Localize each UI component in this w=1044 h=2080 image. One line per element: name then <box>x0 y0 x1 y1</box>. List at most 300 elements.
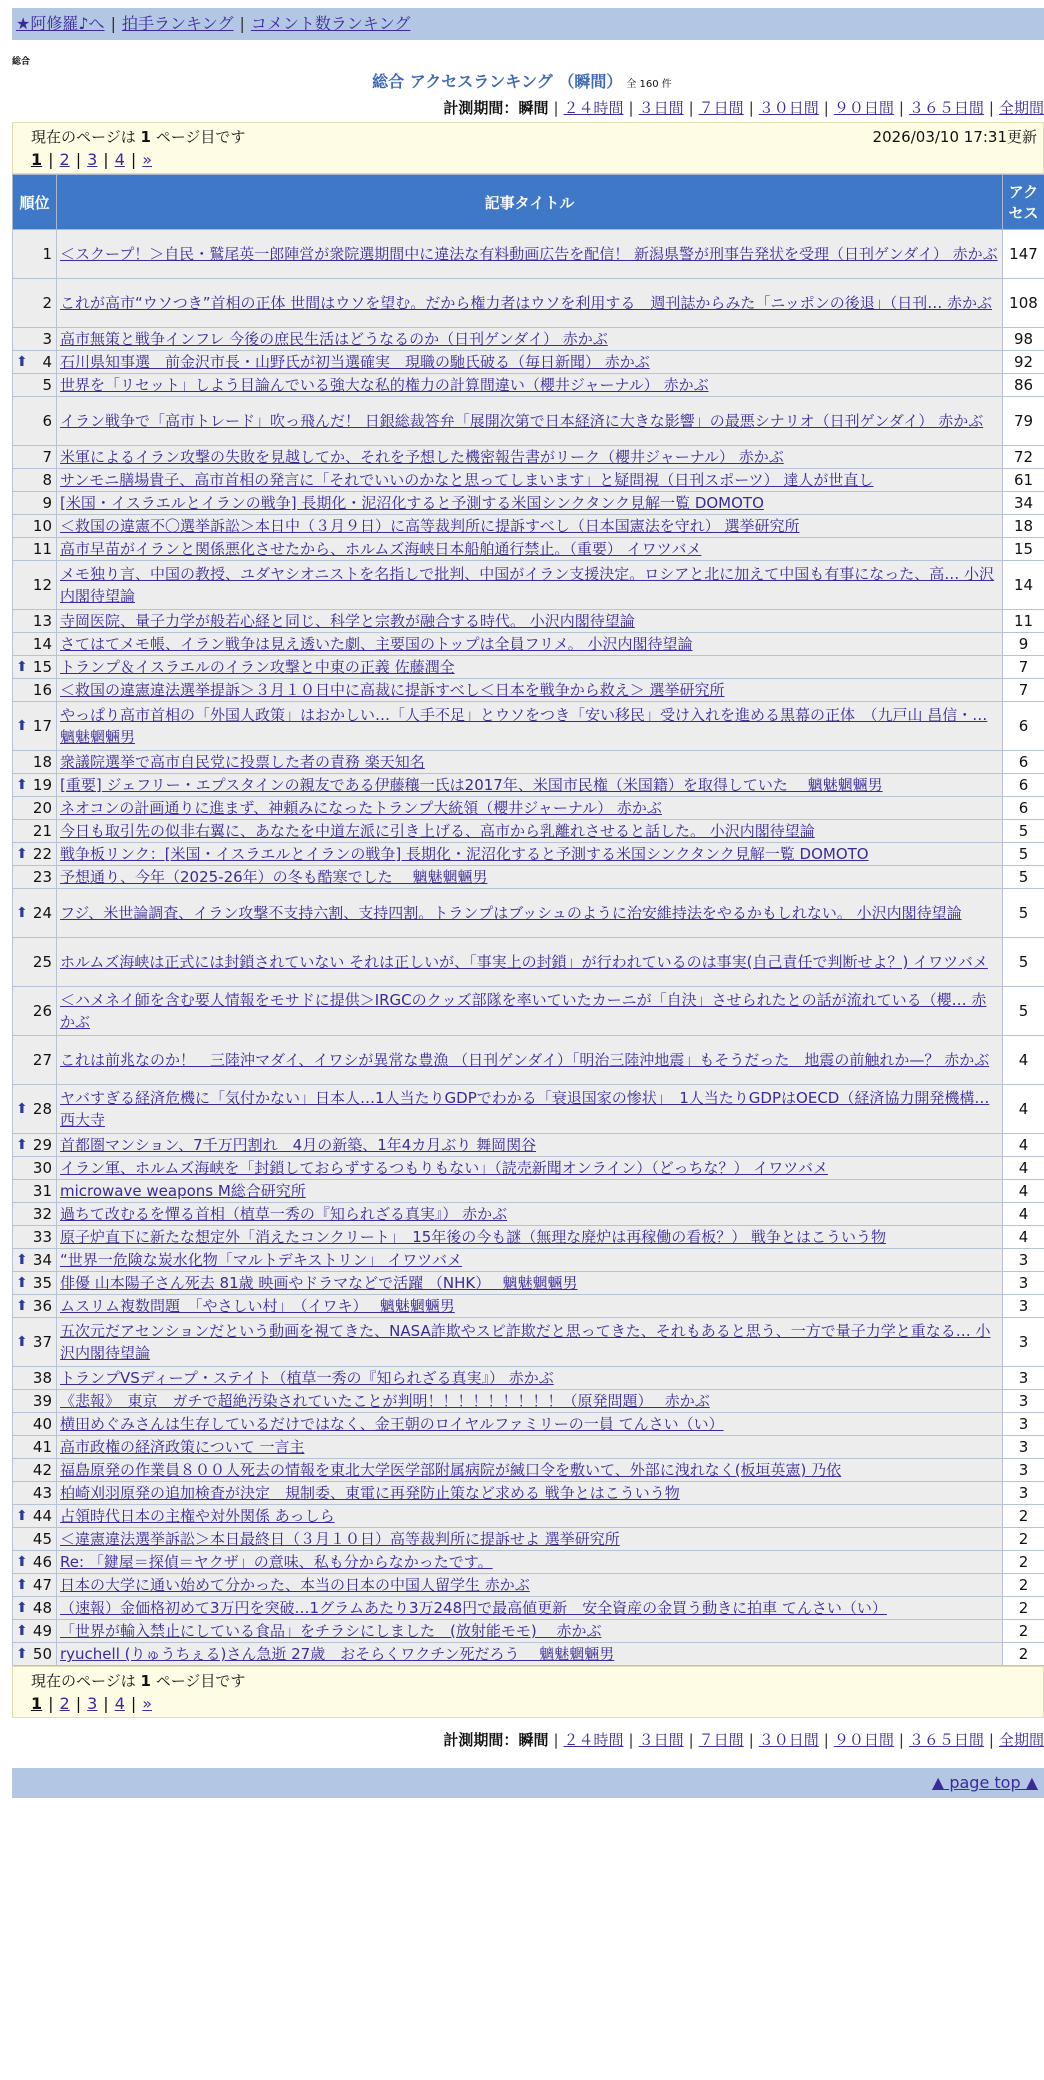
access-count: 92 <box>1003 351 1044 374</box>
ranking-row <box>13 633 1044 656</box>
applause-ranking-link[interactable]: 拍手ランキング <box>121 14 234 33</box>
article-link[interactable]: 衆議院選挙で高市自民党に投票した者の責務 楽天知名 <box>60 753 425 771</box>
title-cell <box>57 938 1003 987</box>
article-link[interactable]: メモ独り言、中国の教授、ユダヤシオニストを名指しで批判、中国がイラン支援決定。ロシアと北に加えて中国も有事になった、高… 小沢内閣待望論 <box>60 565 995 605</box>
footer-bar <box>12 1768 1044 1798</box>
period-separator: | <box>988 99 994 117</box>
access-count: 11 <box>1003 610 1044 633</box>
page-status-current: 1 <box>140 128 151 146</box>
period-link[interactable]: ７日間 <box>698 99 744 117</box>
title-cell <box>57 1597 1003 1620</box>
rank-number: 31 <box>32 1182 52 1200</box>
article-link[interactable]: ryuchell (りゅうちぇる)さん急逝 27歳 おそらくワクチン死だろう 魑魅魍魎男 <box>60 1645 615 1663</box>
period-selector-bottom <box>12 1726 1044 1754</box>
rank-cell <box>13 843 57 866</box>
title-cell <box>57 1157 1003 1180</box>
ranking-row <box>13 656 1044 679</box>
ranking-row <box>13 774 1044 797</box>
up-arrow-icon: ⬆ <box>16 1298 28 1314</box>
rank-number: 37 <box>32 1333 52 1351</box>
article-link[interactable]: ホルムズ海峡は正式には封鎖されていない それは正しいが、「事実上の封鎖」が行われているのは事実(自己責任で判断せよ？) イワツバメ <box>60 953 988 971</box>
rank-number: 3 <box>42 330 52 348</box>
rank-cell <box>13 561 57 610</box>
title-cell <box>57 1505 1003 1528</box>
ranking-table <box>12 174 1044 1666</box>
article-link[interactable]: microwave weapons M総合研究所 <box>60 1182 306 1200</box>
rank-cell <box>13 938 57 987</box>
ranking-row <box>13 987 1044 1036</box>
article-link[interactable]: ネオコンの計画通りに進まず、神頼みになったトランプ大統領（櫻井ジャーナル） 赤かぶ <box>60 799 662 817</box>
next-page-link[interactable]: » <box>142 150 153 169</box>
article-link[interactable]: 日本の大学に通い始めて分かった、本当の日本の中国人留学生 赤かぶ <box>60 1576 530 1594</box>
rank-cell <box>13 1180 57 1203</box>
access-count: 5 <box>1003 820 1044 843</box>
page-separator: | <box>75 1694 82 1713</box>
article-link[interactable]: [重要] ジェフリー・エプスタインの親友である伊藤穰一氏は2017年、米国市民権（米国籍）を取得していた 魑魅魍魎男 <box>60 776 883 794</box>
title-cell <box>57 1295 1003 1318</box>
rank-number: 4 <box>42 353 52 371</box>
access-count: 2 <box>1003 1620 1044 1643</box>
ranking-row <box>13 797 1044 820</box>
rank-cell <box>13 889 57 938</box>
column-header-access: アクセス <box>1003 175 1044 230</box>
title-cell <box>57 1390 1003 1413</box>
article-link[interactable]: 石川県知事選 前金沢市長・山野氏が初当選確実 現職の馳氏破る（毎日新聞） 赤かぶ <box>60 353 650 371</box>
article-link[interactable]: さてはてメモ帳、イラン戦争は見え透いた劇、主要国のトップは全員フリメ。 小沢内閣待望論 <box>60 635 693 653</box>
article-link[interactable]: ＜ハメネイ師を含む要人情報をモサドに提供＞IRGCのクッズ部隊を率いていたカーニが「自決」させられたとの話が流れている（櫻… 赤かぶ <box>60 991 987 1031</box>
rank-cell <box>13 1249 57 1272</box>
rank-cell <box>13 702 57 751</box>
title-cell <box>57 446 1003 469</box>
rank-cell <box>13 446 57 469</box>
period-separator: | <box>628 1731 634 1749</box>
access-count: 3 <box>1003 1367 1044 1390</box>
ranking-title: 総合 アクセスランキング （瞬間） <box>372 72 623 91</box>
period-link[interactable]: ３日間 <box>638 99 684 117</box>
access-count: 3 <box>1003 1482 1044 1505</box>
rank-cell <box>13 1203 57 1226</box>
title-cell <box>57 1643 1003 1666</box>
article-link[interactable]: 戦争板リンク：[米国・イスラエルとイランの戦争] 長期化・泥沼化すると予測する米国シンクタンク見解一覧 DOMOTO <box>60 845 869 863</box>
title-cell <box>57 230 1003 279</box>
page-separator: | <box>48 150 54 169</box>
period-link[interactable]: ３０日間 <box>758 1731 819 1749</box>
period-label: 計測期間： <box>443 99 519 117</box>
rank-cell <box>13 374 57 397</box>
access-count: 18 <box>1003 515 1044 538</box>
title-cell <box>57 515 1003 538</box>
rank-cell <box>13 797 57 820</box>
item-count: 全 160 件 <box>626 79 672 90</box>
period-separator: | <box>988 1731 994 1749</box>
rank-number: 43 <box>32 1484 52 1502</box>
rank-number: 7 <box>42 448 52 466</box>
ranking-row <box>13 1620 1044 1643</box>
period-separator: | <box>898 99 904 117</box>
title-cell <box>57 656 1003 679</box>
rank-number: 34 <box>32 1251 52 1269</box>
ranking-row <box>13 515 1044 538</box>
ranking-row <box>13 1574 1044 1597</box>
period-link[interactable]: ３日間 <box>638 1731 684 1749</box>
rank-cell <box>13 1295 57 1318</box>
title-cell <box>57 1226 1003 1249</box>
ranking-row <box>13 1295 1044 1318</box>
ranking-title-row <box>4 70 1040 94</box>
title-cell <box>57 1528 1003 1551</box>
title-cell <box>57 633 1003 656</box>
page-status <box>31 1670 1043 1692</box>
rank-cell <box>13 469 57 492</box>
access-count: 6 <box>1003 797 1044 820</box>
page <box>4 8 1044 1798</box>
rank-number: 32 <box>32 1205 52 1223</box>
article-link[interactable]: ヤバすぎる経済危機に「気付かない」日本人…1人当たりGDPでわかる「衰退国家の惨状」 1人当たりGDPはOECD（経済協力開発機構… 西大寺 <box>60 1089 990 1129</box>
article-link[interactable]: イラン戦争で「高市トレード」吹っ飛んだ！ 日銀総裁答弁「展開次第で日本経済に大きな影響」の最悪シナリオ（日刊ゲンダイ） 赤かぶ <box>60 412 984 430</box>
ranking-row <box>13 1597 1044 1620</box>
page-top-link[interactable]: ▲ page top ▲ <box>931 1773 1038 1792</box>
article-link[interactable]: これが高市“ウソつき”首相の正体 世間はウソを望む。だから権力者はウソを利用する 週刊誌からみた「ニッポンの後退」（日刊… 赤かぶ <box>60 294 992 312</box>
rank-cell <box>13 1134 57 1157</box>
period-label: 計測期間： <box>443 1731 519 1749</box>
access-count: 108 <box>1003 279 1044 328</box>
article-link[interactable]: 予想通り、今年（2025-26年）の冬も酷寒でした 魑魅魍魎男 <box>60 868 488 886</box>
period-link[interactable]: ２４時間 <box>563 1731 624 1749</box>
column-header-title: 記事タイトル <box>57 175 1003 230</box>
rank-cell <box>13 328 57 351</box>
rank-cell <box>13 279 57 328</box>
page-links <box>31 148 1043 172</box>
access-count: 15 <box>1003 538 1044 561</box>
up-arrow-icon: ⬆ <box>16 1623 28 1639</box>
up-arrow-icon: ⬆ <box>16 1275 28 1291</box>
title-cell <box>57 397 1003 446</box>
rank-number: 48 <box>32 1599 52 1617</box>
access-count: 7 <box>1003 656 1044 679</box>
article-link[interactable]: 五次元だアセンションだという動画を視てきた、NASA詐欺やスピ詐欺だと思ってきた、それもあると思う、一方で量子力学と重なる… 小沢内閣待望論 <box>60 1322 991 1362</box>
title-cell <box>57 1367 1003 1390</box>
rank-cell <box>13 820 57 843</box>
rank-number: 38 <box>32 1369 52 1387</box>
access-count: 3 <box>1003 1295 1044 1318</box>
ranking-row <box>13 938 1044 987</box>
article-link[interactable]: 高市早苗がイランと関係悪化させたから、ホルムズ海峡日本船舶通行禁止。（重要） イワツバメ <box>60 540 702 558</box>
rank-cell <box>13 1036 57 1085</box>
rank-number: 44 <box>32 1507 52 1525</box>
access-count: 4 <box>1003 1134 1044 1157</box>
period-current: 瞬間 <box>518 99 549 117</box>
period-link[interactable]: 全期間 <box>998 1731 1044 1749</box>
page-separator: | <box>130 150 137 169</box>
title-cell <box>57 328 1003 351</box>
rank-cell <box>13 1505 57 1528</box>
rank-cell <box>13 1528 57 1551</box>
title-cell <box>57 889 1003 938</box>
page-link[interactable]: 3 <box>87 150 98 169</box>
ranking-row <box>13 1157 1044 1180</box>
rank-number: 12 <box>32 576 52 594</box>
up-arrow-icon: ⬆ <box>16 846 28 862</box>
page-link[interactable]: 2 <box>59 1694 70 1713</box>
rank-number: 25 <box>32 953 52 971</box>
period-separator: | <box>748 1731 754 1749</box>
article-link[interactable]: ＜救国の違憲違法選挙提訴＞３月１０日中に高裁に提訴すべし＜日本を戦争から救え＞ 選挙研究所 <box>60 681 725 699</box>
title-cell <box>57 843 1003 866</box>
rank-number: 11 <box>32 540 52 558</box>
nav-separator: | <box>110 14 116 33</box>
period-separator: | <box>553 1731 559 1749</box>
article-link[interactable]: 「世界が輸入禁止にしている食品」をチラシにしました (放射能モモ) 赤かぶ <box>60 1622 602 1640</box>
period-separator: | <box>823 1731 829 1749</box>
ranking-row <box>13 328 1044 351</box>
up-arrow-icon: ⬆ <box>16 1554 28 1570</box>
ranking-row <box>13 492 1044 515</box>
period-link[interactable]: 全期間 <box>998 99 1044 117</box>
article-link[interactable]: 柏崎刈羽原発の追加検査が決定 規制委、東電に再発防止策など求める 戦争とはこういう物 <box>60 1484 680 1502</box>
page-link[interactable]: 4 <box>114 150 125 169</box>
rank-cell <box>13 1459 57 1482</box>
article-link[interactable]: Re: 「鍵屋＝探偵＝ヤクザ」の意味、私も分からなかったです。 <box>60 1553 493 1571</box>
rank-number: 20 <box>32 799 52 817</box>
ranking-row <box>13 1482 1044 1505</box>
next-page-link[interactable]: » <box>142 1694 153 1713</box>
title-cell <box>57 1085 1003 1134</box>
up-arrow-icon: ⬆ <box>16 1577 28 1593</box>
title-cell <box>57 702 1003 751</box>
ranking-row <box>13 702 1044 751</box>
title-cell <box>57 469 1003 492</box>
access-count: 79 <box>1003 397 1044 446</box>
access-count: 2 <box>1003 1643 1044 1666</box>
title-cell <box>57 1459 1003 1482</box>
access-count: 3 <box>1003 1436 1044 1459</box>
access-count: 5 <box>1003 843 1044 866</box>
title-cell <box>57 1574 1003 1597</box>
page-link[interactable]: 4 <box>114 1694 125 1713</box>
rank-number: 40 <box>32 1415 52 1433</box>
access-count: 3 <box>1003 1249 1044 1272</box>
rank-number: 26 <box>32 1002 52 1020</box>
ranking-row <box>13 561 1044 610</box>
title-cell <box>57 538 1003 561</box>
article-link[interactable]: 首都圏マンション、7千万円割れ 4月の新築、1年4カ月ぶり 舞岡関谷 <box>60 1136 537 1154</box>
rank-cell <box>13 492 57 515</box>
page-link[interactable]: 2 <box>59 150 70 169</box>
access-count: 5 <box>1003 987 1044 1036</box>
title-cell <box>57 492 1003 515</box>
article-link[interactable]: トランプVSディープ・ステイト（植草一秀の『知られざる真実』） 赤かぶ <box>60 1369 554 1387</box>
rank-number: 27 <box>32 1051 52 1069</box>
rank-number: 45 <box>32 1530 52 1548</box>
title-cell <box>57 1134 1003 1157</box>
ranking-row <box>13 1249 1044 1272</box>
rank-number: 6 <box>42 412 52 430</box>
title-cell <box>57 1203 1003 1226</box>
access-count: 98 <box>1003 328 1044 351</box>
article-link[interactable]: トランプ＆イスラエルのイラン攻撃と中東の正義 佐藤潤全 <box>60 658 455 676</box>
article-link[interactable]: 高市無策と戦争インフレ 今後の庶民生活はどうなるのか（日刊ゲンダイ） 赤かぶ <box>60 330 608 348</box>
article-link[interactable]: ムスリム複数問題 「やさしい村」 （イワキ） 魑魅魍魎男 <box>60 1297 455 1315</box>
rank-cell <box>13 1226 57 1249</box>
title-cell <box>57 610 1003 633</box>
ranking-row <box>13 843 1044 866</box>
rank-number: 13 <box>32 612 52 630</box>
rank-cell <box>13 774 57 797</box>
article-link[interactable]: 《悲報》 東京 ガチで超絶汚染されていたことが判明！！！！！！！！！（原発問題） 赤かぶ <box>60 1392 710 1410</box>
rank-cell <box>13 1367 57 1390</box>
rank-number: 39 <box>32 1392 52 1410</box>
rank-number: 23 <box>32 868 52 886</box>
article-link[interactable]: 福島原発の作業員８００人死去の情報を東北大学医学部附属病院が緘口令を敷いて、外部に洩れなく(板垣英憲) 乃依 <box>60 1461 842 1479</box>
period-current: 瞬間 <box>518 1731 549 1749</box>
article-link[interactable]: サンモニ膳場貴子、高市首相の発言に「それでいいのかなと思ってしまいます」と疑問視（日刊スポーツ） 達人が世直し <box>60 471 874 489</box>
rank-cell <box>13 397 57 446</box>
page-current: 1 <box>31 150 43 169</box>
page-status-prefix: 現在のページは <box>31 128 136 146</box>
category-label: 総合 <box>12 57 31 67</box>
rank-cell <box>13 1157 57 1180</box>
rank-number: 49 <box>32 1622 52 1640</box>
rank-number: 41 <box>32 1438 52 1456</box>
rank-number: 5 <box>42 376 52 394</box>
title-cell <box>57 774 1003 797</box>
access-count: 6 <box>1003 702 1044 751</box>
ranking-row <box>13 1036 1044 1085</box>
ranking-row <box>13 889 1044 938</box>
nav-separator: | <box>239 14 245 33</box>
rank-number: 28 <box>32 1100 52 1118</box>
rank-cell <box>13 1597 57 1620</box>
period-link[interactable]: ９０日間 <box>833 1731 894 1749</box>
rank-cell <box>13 515 57 538</box>
access-count: 2 <box>1003 1528 1044 1551</box>
rank-number: 14 <box>32 635 52 653</box>
rank-number: 42 <box>32 1461 52 1479</box>
comment-ranking-link[interactable]: コメント数ランキング <box>250 14 411 33</box>
title-cell <box>57 1620 1003 1643</box>
article-link[interactable]: ＜スクープ！＞自民・鷲尾英一郎陣営が衆院選期間中に違法な有料動画広告を配信！ 新潟県警が刑事告発状を受理（日刊ゲンダイ） 赤かぶ <box>60 245 998 263</box>
up-arrow-icon: ⬆ <box>16 659 28 675</box>
rank-cell <box>13 538 57 561</box>
pager-bottom <box>12 1666 1044 1718</box>
up-arrow-icon: ⬆ <box>16 1600 28 1616</box>
access-count: 7 <box>1003 679 1044 702</box>
article-link[interactable]: 世界を「リセット」しよう目論んでいる強大な私的権力の計算間違い（櫻井ジャーナル） 赤かぶ <box>60 376 709 394</box>
article-link[interactable]: ＜救国の違憲不〇選挙訴訟＞本日中（３月９日）に高等裁判所に提訴すべし（日本国憲法を守れ） 選挙研究所 <box>60 517 800 535</box>
rank-cell <box>13 1085 57 1134</box>
period-link[interactable]: ７日間 <box>698 1731 744 1749</box>
period-link[interactable]: ３６５日間 <box>908 99 984 117</box>
article-link[interactable]: 俳優 山本陽子さん死去 81歳 映画やドラマなどで活躍 （NHK） 魑魅魍魎男 <box>60 1274 578 1292</box>
article-link[interactable]: [米国・イスラエルとイランの戦争] 長期化・泥沼化すると予測する米国シンクタンク見解一覧 DOMOTO <box>60 494 764 512</box>
article-link[interactable]: フジ、米世論調査、イラン攻撃不支持六割、支持四割。トランプはブッシュのように治安維持法をやるかもしれない。 小沢内閣待望論 <box>60 904 962 922</box>
article-link[interactable]: 占領時代日本の主権や対外関係 あっしら <box>60 1507 335 1525</box>
ranking-row <box>13 1413 1044 1436</box>
ranking-row <box>13 351 1044 374</box>
up-arrow-icon: ⬆ <box>16 1334 28 1350</box>
rank-number: 29 <box>32 1136 52 1154</box>
up-arrow-icon: ⬆ <box>16 1101 28 1117</box>
up-arrow-icon: ⬆ <box>16 718 28 734</box>
article-link[interactable]: これは前兆なのか！ 三陸沖マダイ、イワシが異常な豊漁 （日刊ゲンダイ）「明治三陸沖地震」もそうだった 地震の前触れか—？ 赤かぶ <box>60 1051 990 1069</box>
period-link[interactable]: ３０日間 <box>758 99 819 117</box>
article-link[interactable]: 原子炉直下に新たな想定外「消えたコンクリート」 15年後の今も謎（無理な廃炉は再稼働の看板？） 戦争とはこういう物 <box>60 1228 887 1246</box>
page-link[interactable]: 3 <box>87 1694 98 1713</box>
access-count: 4 <box>1003 1157 1044 1180</box>
access-count: 4 <box>1003 1203 1044 1226</box>
title-cell <box>57 1036 1003 1085</box>
title-cell <box>57 866 1003 889</box>
period-separator: | <box>688 1731 694 1749</box>
rank-number: 16 <box>32 681 52 699</box>
article-link[interactable]: 横田めぐみさんは生存しているだけではなく、金王朝のロイヤルファミリーの一員 てんさい（い） <box>60 1415 724 1433</box>
rank-number: 1 <box>42 245 52 263</box>
page-status-current: 1 <box>140 1672 151 1690</box>
rank-cell <box>13 987 57 1036</box>
ranking-row <box>13 1085 1044 1134</box>
article-link[interactable]: 高市政権の経済政策について 一言主 <box>60 1438 305 1456</box>
rank-cell <box>13 656 57 679</box>
rank-cell <box>13 1482 57 1505</box>
title-cell <box>57 374 1003 397</box>
ranking-row <box>13 1180 1044 1203</box>
article-link[interactable]: “世界一危険な炭水化物「マルトデキストリン」 イワツバメ <box>60 1251 462 1269</box>
period-link[interactable]: ２４時間 <box>563 99 624 117</box>
rank-number: 33 <box>32 1228 52 1246</box>
period-separator: | <box>823 99 829 117</box>
ranking-row <box>13 397 1044 446</box>
rank-number: 21 <box>32 822 52 840</box>
rank-cell <box>13 866 57 889</box>
article-link[interactable]: イラン軍、ホルムズ海峡を「封鎖しておらずするつもりもない」（読売新聞オンライン）（どっちな？） イワツバメ <box>60 1159 828 1177</box>
article-link[interactable]: 米軍によるイラン攻撃の失敗を見越してか、それを予想した機密報告書がリーク（櫻井ジャーナル） 赤かぶ <box>60 448 784 466</box>
column-header-rank: 順位 <box>13 175 57 230</box>
period-link[interactable]: ３６５日間 <box>908 1731 984 1749</box>
rank-cell <box>13 230 57 279</box>
home-link[interactable]: ★阿修羅♪へ <box>16 14 105 33</box>
article-link[interactable]: （速報）金価格初めて3万円を突破…1グラムあたり3万248円で最高値更新 安全資産の金買う動きに拍車 てんさい（い） <box>60 1599 887 1617</box>
period-link[interactable]: ９０日間 <box>833 99 894 117</box>
ranking-row <box>13 279 1044 328</box>
article-link[interactable]: ＜違憲違法選挙訴訟＞本日最終日（３月１０日）高等裁判所に提訴せよ 選挙研究所 <box>60 1530 620 1548</box>
article-link[interactable]: やっぱり高市首相の「外国人政策」はおかしい…「人手不足」とウソをつき「安い移民」受け入れを進める黒幕の正体 （九戸山 昌信・… 魑魅魍魎男 <box>60 706 988 746</box>
ranking-row <box>13 538 1044 561</box>
title-cell <box>57 987 1003 1036</box>
up-arrow-icon: ⬆ <box>16 1646 28 1662</box>
period-separator: | <box>688 99 694 117</box>
period-separator: | <box>898 1731 904 1749</box>
title-cell <box>57 561 1003 610</box>
article-link[interactable]: 過ちて改むるを憚る首相（植草一秀の『知られざる真実』） 赤かぶ <box>60 1205 508 1223</box>
access-count: 6 <box>1003 774 1044 797</box>
article-link[interactable]: 今日も取引先の似非右翼に、あなたを中道左派に引き上げる、高市から乳離れさせると話した。 小沢内閣待望論 <box>60 822 815 840</box>
ranking-row <box>13 230 1044 279</box>
rank-number: 17 <box>32 717 52 735</box>
title-cell <box>57 1436 1003 1459</box>
rank-cell <box>13 1574 57 1597</box>
access-count: 3 <box>1003 1272 1044 1295</box>
title-cell <box>57 1272 1003 1295</box>
period-selector <box>12 94 1044 122</box>
ranking-row <box>13 751 1044 774</box>
access-count: 4 <box>1003 1226 1044 1249</box>
access-count: 61 <box>1003 469 1044 492</box>
rank-number: 8 <box>42 471 52 489</box>
access-count: 2 <box>1003 1551 1044 1574</box>
title-cell <box>57 1551 1003 1574</box>
page-separator: | <box>103 150 109 169</box>
article-link[interactable]: 寺岡医院、量子力学が般若心経と同じ、科学と宗教が融合する時代。 小沢内閣待望論 <box>60 612 635 630</box>
